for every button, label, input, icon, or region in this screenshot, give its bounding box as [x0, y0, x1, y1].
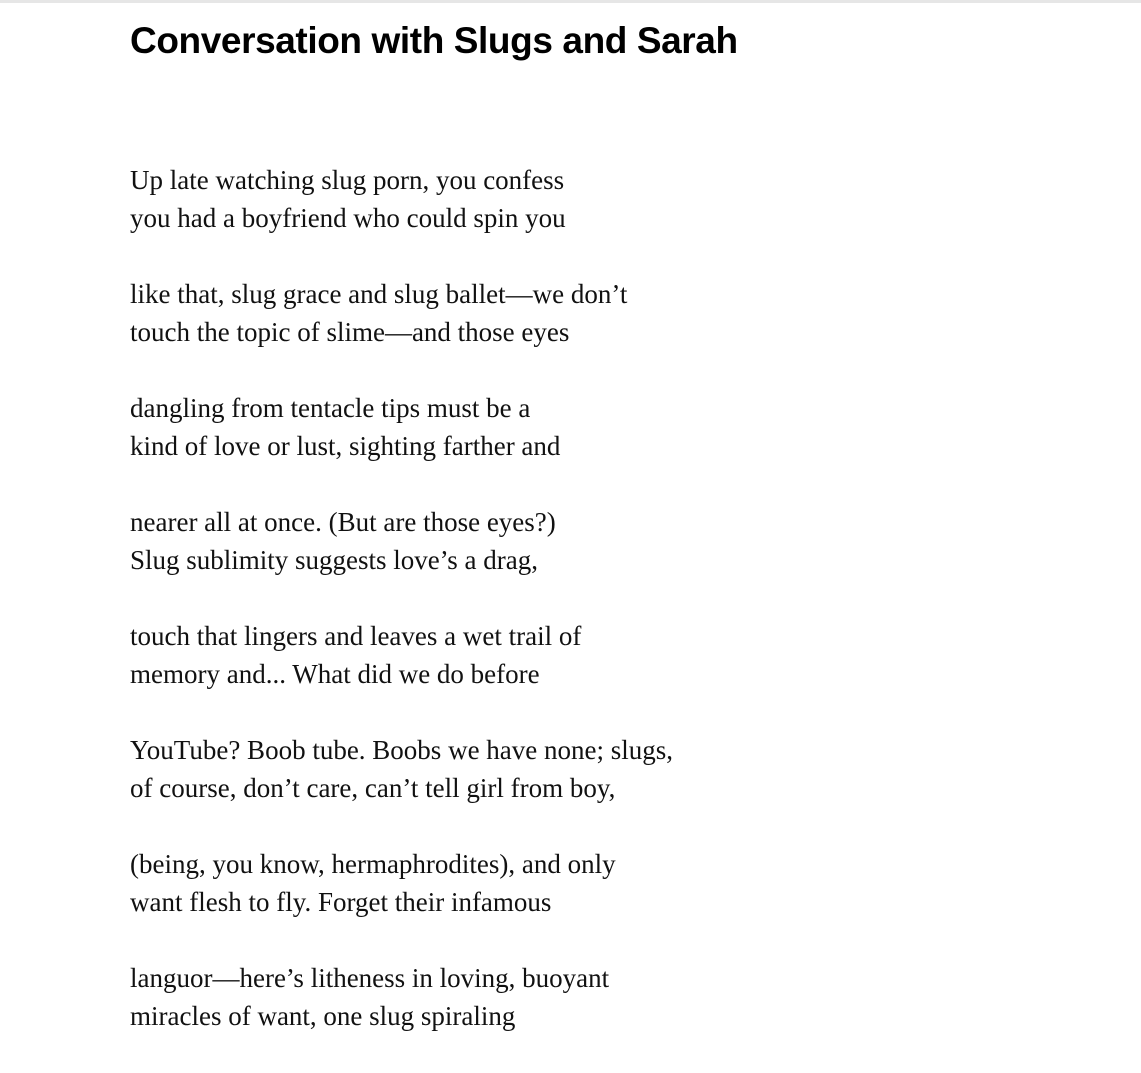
stanza	[130, 617, 673, 693]
poem-line: Slug sublimity suggests love’s a drag,	[130, 545, 538, 575]
poem-line: dangling from tentacle tips must be a	[130, 393, 531, 423]
poem-line: touch that lingers and leaves a wet trail of	[130, 621, 582, 651]
poem-title: Conversation with Slugs and Sarah	[130, 20, 738, 61]
poem-body	[130, 161, 673, 1073]
poem-line: touch the topic of slime—and those eyes	[130, 317, 570, 347]
stanza	[130, 845, 673, 921]
stanza	[130, 275, 673, 351]
poem-line: YouTube? Boob tube. Boobs we have none; slugs,	[130, 735, 674, 765]
poem-line: want flesh to fly. Forget their infamous	[130, 887, 552, 917]
poem-line: memory and... What did we do before	[130, 659, 540, 689]
poem-line: Up late watching slug porn, you confess	[130, 165, 565, 195]
stanza	[130, 389, 673, 465]
stanza	[130, 161, 673, 237]
poem-line: miracles of want, one slug spiraling	[130, 1001, 516, 1031]
poem-line: (being, you know, hermaphrodites), and only	[130, 849, 616, 879]
poem-line: nearer all at once. (But are those eyes?)	[130, 507, 556, 537]
top-divider	[0, 0, 1141, 3]
poem-line: like that, slug grace and slug ballet—we don’t	[130, 279, 628, 309]
poem-line: languor—here’s litheness in loving, buoyant	[130, 963, 610, 993]
stanza	[130, 959, 673, 1035]
stanza	[130, 731, 673, 807]
stanza	[130, 503, 673, 579]
poem-line: of course, don’t care, can’t tell girl from boy,	[130, 773, 616, 803]
poem-line: kind of love or lust, sighting farther and	[130, 431, 561, 461]
poem-line: you had a boyfriend who could spin you	[130, 203, 566, 233]
